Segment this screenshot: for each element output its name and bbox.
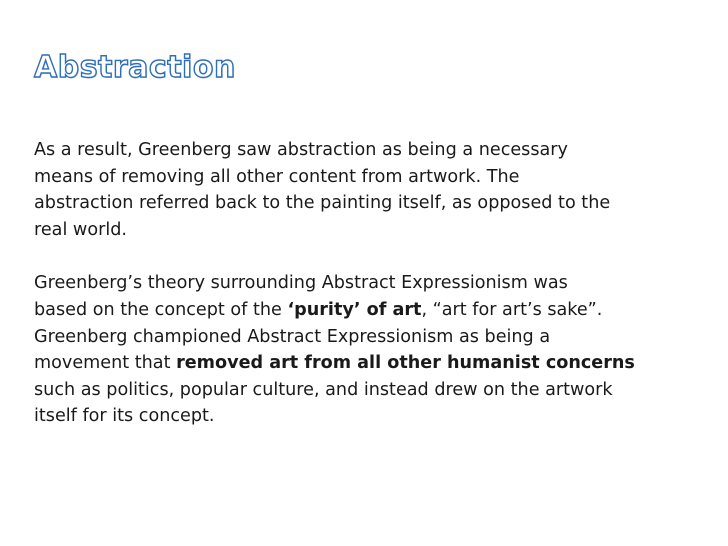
paragraph-2-text-1: Greenberg’s theory surrounding Abstract Expressionism was based on the concept of the <box>34 273 568 320</box>
slide-body <box>34 137 694 430</box>
paragraph-2-text-2: , “art for art’s sake”. Greenberg championed Abstract Expressionism as being a movement that <box>34 299 603 374</box>
paragraph-gap <box>34 243 694 270</box>
paragraph-1: As a result, Greenberg saw abstraction as being a necessary means of removing all other content from artwork. The abstraction referred back to the painting itself, as opposed to the real world. <box>34 140 611 240</box>
slide-title: Abstraction <box>34 50 236 85</box>
paragraph-2 <box>34 270 694 430</box>
bold-removed-art: removed art from all other humanist concerns <box>176 353 635 374</box>
bold-purity-of-art: ‘purity’ of art <box>287 299 422 320</box>
paragraph-2-text-3: such as politics, popular culture, and instead drew on the artwork itself for its concept. <box>34 379 613 427</box>
